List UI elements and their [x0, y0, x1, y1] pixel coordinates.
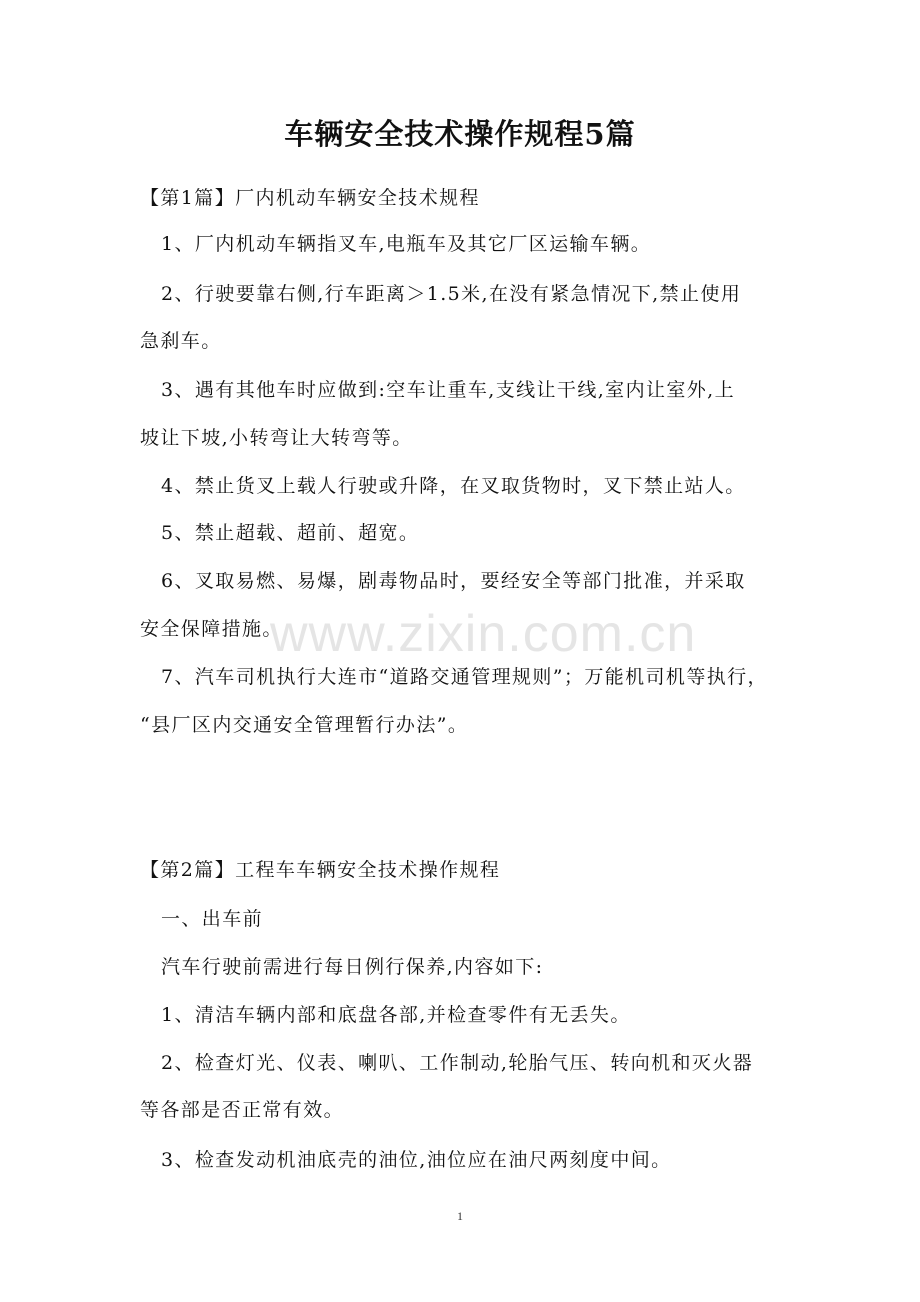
paragraph-line: 1、厂内机动车辆指叉车,电瓶车及其它厂区运输车辆。: [161, 233, 652, 255]
paragraph-line: 汽车行驶前需进行每日例行保养,内容如下:: [161, 956, 544, 978]
page-number: 1: [457, 1209, 463, 1223]
paragraph-line: 等各部是否正常有效。: [140, 1099, 345, 1121]
paragraph-line: 2、行驶要靠右侧,行车距离＞1.5米,在没有紧急情况下,禁止使用: [161, 283, 742, 305]
paragraph-line: 3、检查发动机油底壳的油位,油位应在油尺两刻度中间。: [161, 1149, 672, 1171]
paragraph-line: 3、遇有其他车时应做到:空车让重车,支线让干线,室内让室外,上: [161, 379, 736, 401]
section-heading-2: 【第2篇】工程车车辆安全技术操作规程: [140, 859, 501, 881]
document-title: 车辆安全技术操作规程5篇: [284, 117, 636, 151]
paragraph-line: 2、检查灯光、仪表、喇叭、工作制动,轮胎气压、转向机和灭火器: [161, 1052, 754, 1074]
paragraph-line: 6、叉取易燃、易爆，剧毒物品时，要经安全等部门批准，并采取: [161, 570, 746, 592]
watermark: www.zixin.com.cn: [270, 605, 697, 663]
paragraph-line: 安全保障措施。: [140, 618, 283, 640]
paragraph-line: 4、禁止货叉上载人行驶或升降，在叉取货物时，叉下禁止站人。: [161, 475, 746, 497]
paragraph-line: 坡让下坡,小转弯让大转弯等。: [140, 427, 413, 449]
subsection-heading: 一、出车前: [161, 908, 264, 930]
paragraph-line: “县厂区内交通安全管理暂行办法”。: [140, 714, 469, 736]
paragraph-line: 5、禁止超载、超前、超宽。: [161, 522, 420, 544]
section-heading-1: 【第1篇】厂内机动车辆安全技术规程: [140, 187, 480, 209]
paragraph-line: 急刹车。: [140, 330, 222, 352]
paragraph-line: 7、汽车司机执行大连市“道路交通管理规则”；万能机司机等执行，: [161, 666, 768, 688]
paragraph-line: 1、清洁车辆内部和底盘各部,并检查零件有无丢失。: [161, 1004, 631, 1026]
